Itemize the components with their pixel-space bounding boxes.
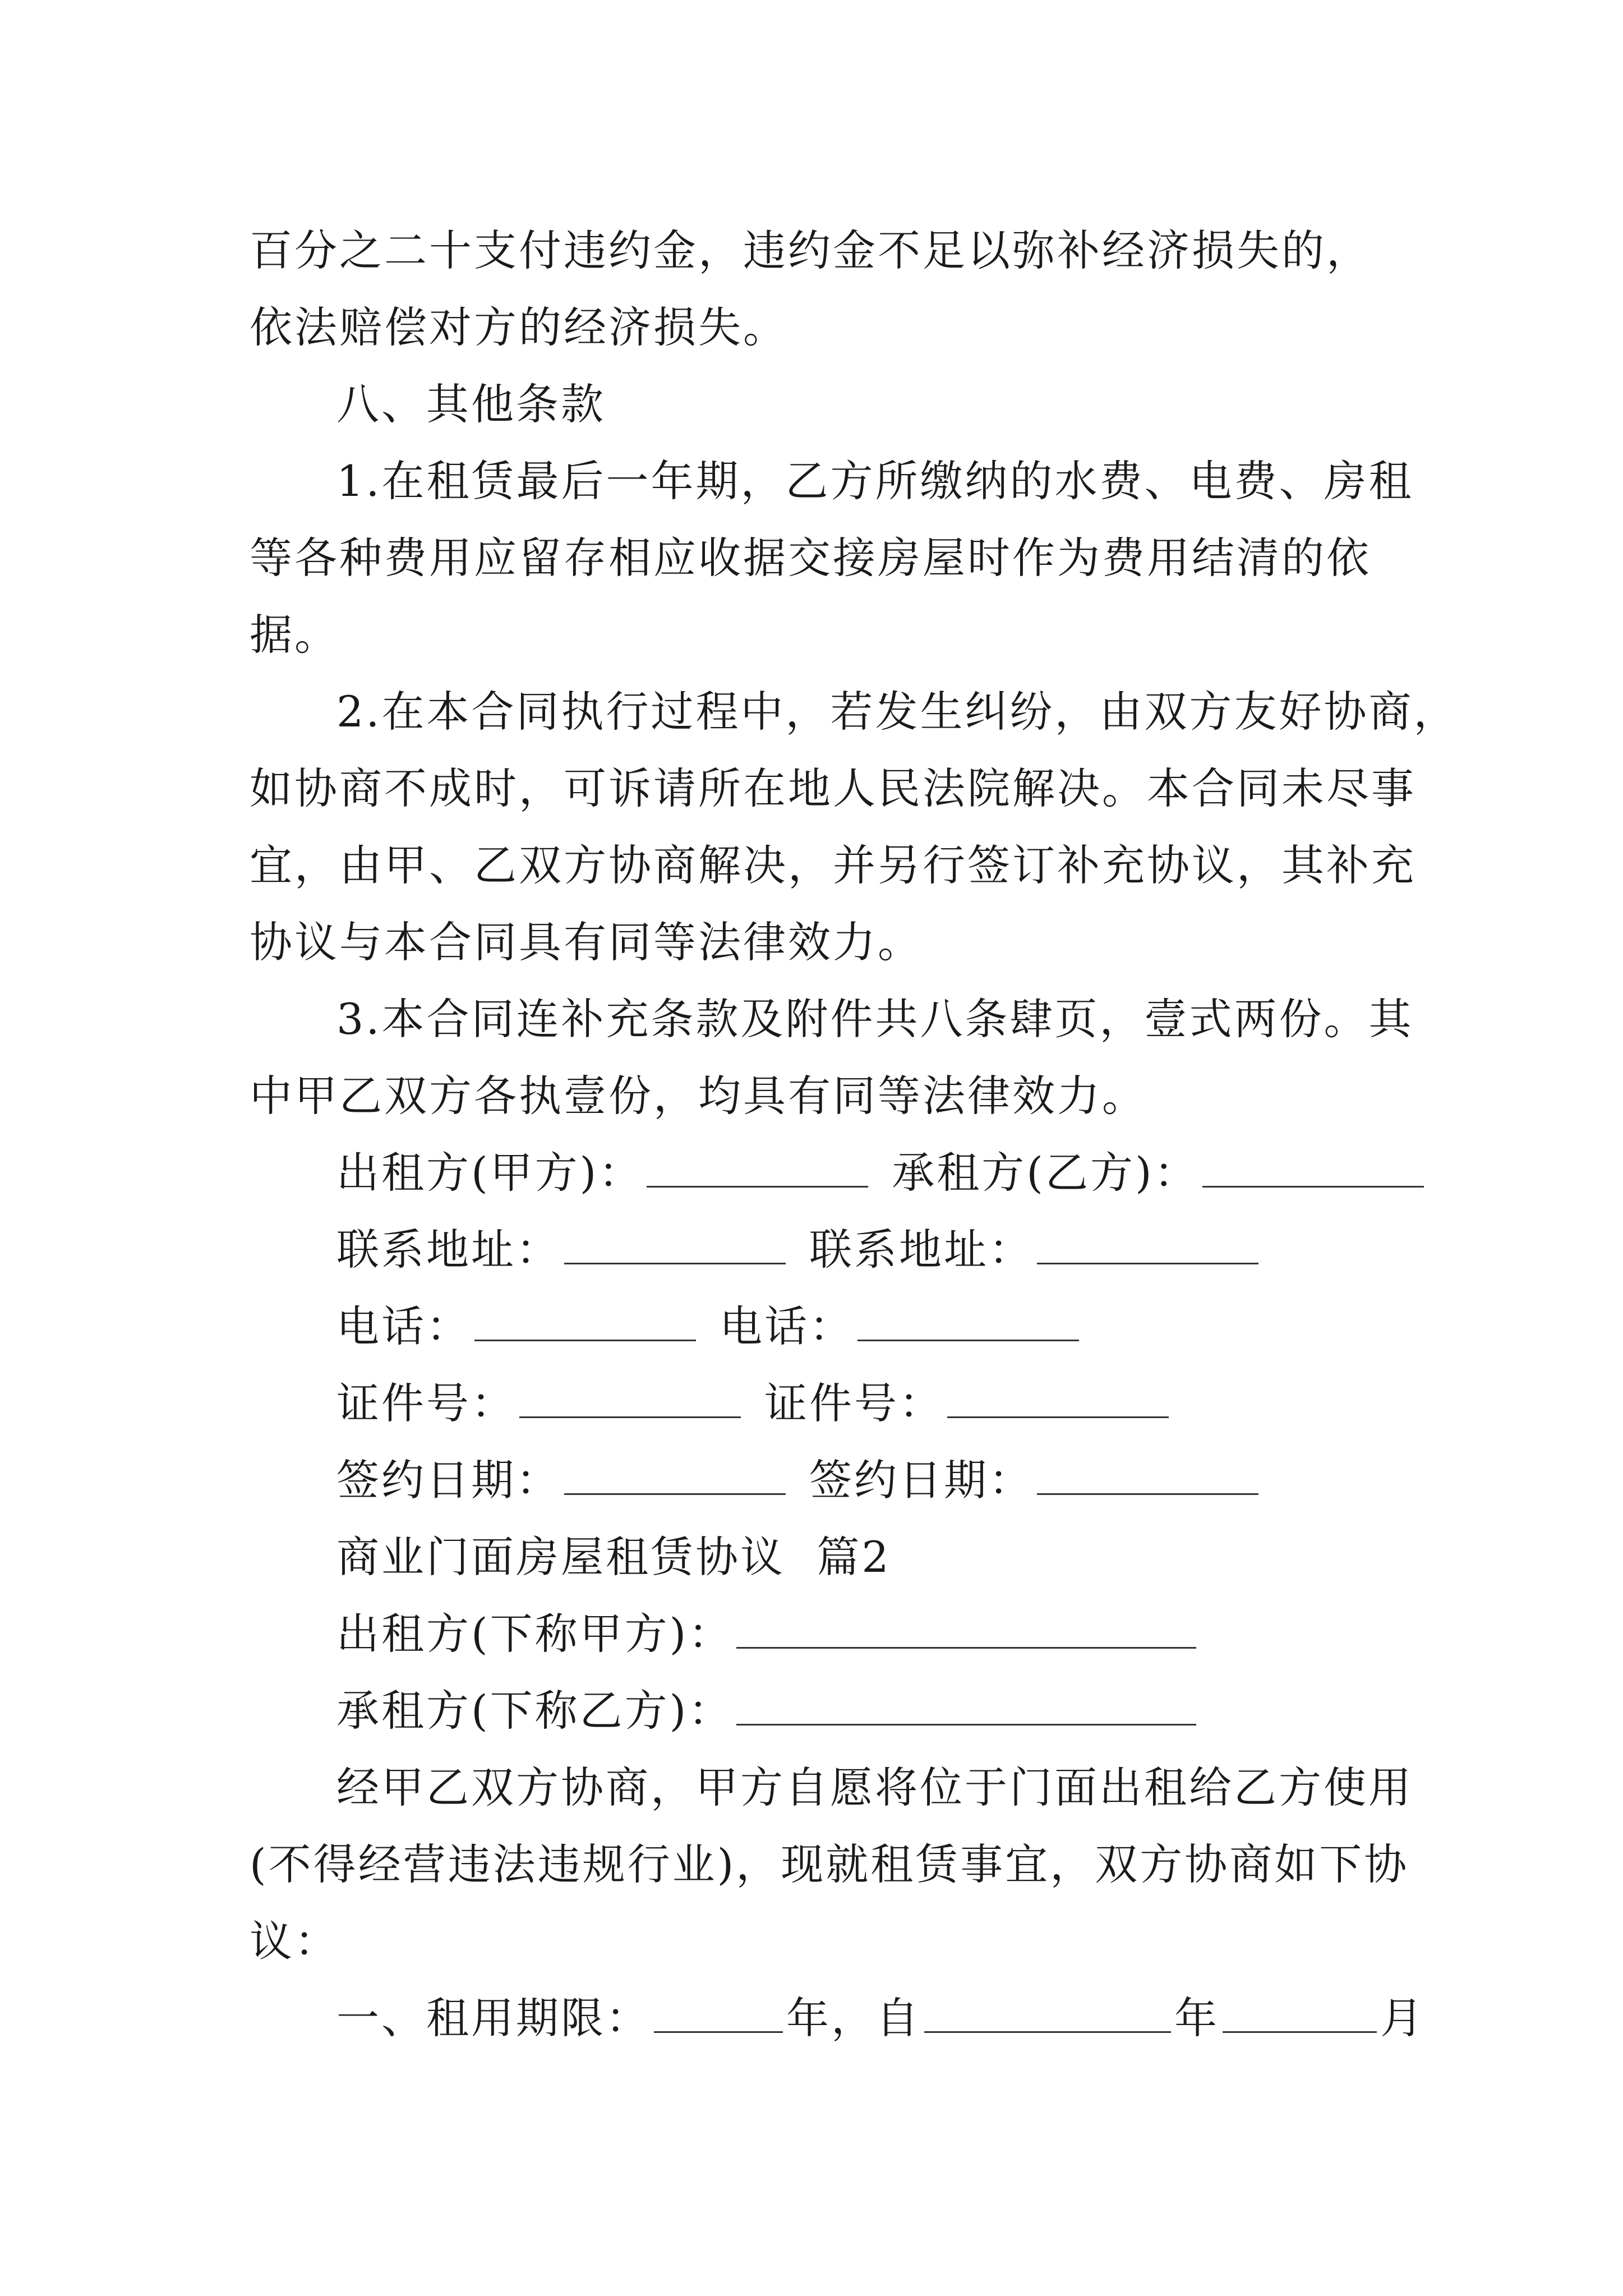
phone-label-b: 电话： (720, 1301, 854, 1351)
id-label-a: 证件号： (336, 1378, 516, 1428)
paragraph-line: (不得经营违法违规行业)，现就租赁事宜，双方协商如下协 (250, 1839, 1409, 1889)
id-label-b: 证件号： (764, 1378, 944, 1428)
paragraph-line: 协议与本合同具有同等法律效力。 (250, 917, 923, 967)
phone-blank-b[interactable] (857, 1303, 1079, 1341)
part2-lessee-row (250, 1672, 1382, 1749)
phone-blank-a[interactable] (474, 1303, 696, 1341)
date-blank-b[interactable] (1037, 1456, 1258, 1495)
lessor-label: 出租方(甲方)： (336, 1148, 644, 1198)
term-start-year-blank[interactable] (924, 1994, 1171, 2033)
paragraph-line: 3.本合同连补充条款及附件共八条肆页，壹式两份。其 (336, 994, 1414, 1044)
date-blank-a[interactable] (564, 1456, 786, 1495)
paragraph-line: 依法赔偿对方的经济损失。 (250, 302, 788, 352)
signature-row-address (250, 1211, 1382, 1288)
address-label-a: 联系地址： (336, 1225, 561, 1274)
paragraph-line: 等各种费用应留存相应收据交接房屋时作为费用结清的依 (250, 533, 1371, 583)
part2-lessee-label: 承租方(下称乙方)： (336, 1686, 734, 1736)
term-label: 一、租用期限： (336, 1993, 651, 2043)
paragraph-line: 2.在本合同执行过程中，若发生纠纷，由双方友好协商， (336, 687, 1459, 737)
lessor-blank[interactable] (647, 1149, 868, 1188)
paragraph-line: 百分之二十支付违约金，违约金不足以弥补经济损失的， (250, 226, 1371, 275)
date-label-b: 签约日期： (809, 1455, 1034, 1505)
lessee-label: 承租方(乙方)： (892, 1148, 1199, 1198)
paragraph-line: 宜，由甲、乙双方协商解决，并另行签订补充协议，其补充 (250, 840, 1416, 890)
signature-row-date (250, 1442, 1382, 1519)
paragraph-line: 1.在租赁最后一年期，乙方所缴纳的水费、电费、房租 (336, 456, 1414, 506)
section-heading: 八、其他条款 (336, 379, 606, 429)
address-label-b: 联系地址： (809, 1225, 1034, 1274)
date-label-a: 签约日期： (336, 1455, 561, 1505)
id-blank-b[interactable] (947, 1379, 1169, 1418)
signature-row-parties (250, 1134, 1382, 1211)
paragraph-line: 经甲乙双方协商，甲方自愿将位于门面出租给乙方使用 (336, 1763, 1413, 1812)
lessee-blank[interactable] (1202, 1149, 1424, 1188)
term-month-text: 月 (1380, 1993, 1425, 2043)
document-page (250, 212, 1459, 2056)
paragraph-line: 中甲乙双方各执壹份，均具有同等法律效力。 (250, 1071, 1147, 1121)
part2-term-row (250, 1980, 1425, 2056)
phone-label-a: 电话： (336, 1301, 471, 1351)
part2-lessee-blank[interactable] (736, 1687, 1196, 1726)
part2-lessor-row (250, 1595, 1382, 1672)
paragraph-line: 议： (250, 1916, 339, 1966)
address-blank-a[interactable] (564, 1226, 786, 1264)
address-blank-b[interactable] (1037, 1226, 1258, 1264)
term-year-text: 年，自 (786, 1993, 921, 2043)
paragraph-line: 据。 (250, 610, 339, 660)
part2-lessor-label: 出租方(下称甲方)： (336, 1609, 734, 1659)
id-blank-a[interactable] (519, 1379, 741, 1418)
paragraph-line: 如协商不成时，可诉请所在地人民法院解决。本合同未尽事 (250, 763, 1416, 813)
signature-row-id (250, 1365, 1382, 1442)
part2-title: 商业门面房屋租赁协议 篇2 (336, 1532, 891, 1582)
term-year2-text: 年 (1174, 1993, 1219, 2043)
term-years-blank[interactable] (654, 1994, 783, 2033)
part2-lessor-blank[interactable] (736, 1610, 1196, 1649)
term-month-blank[interactable] (1223, 1994, 1377, 2033)
signature-row-phone (250, 1288, 1382, 1365)
